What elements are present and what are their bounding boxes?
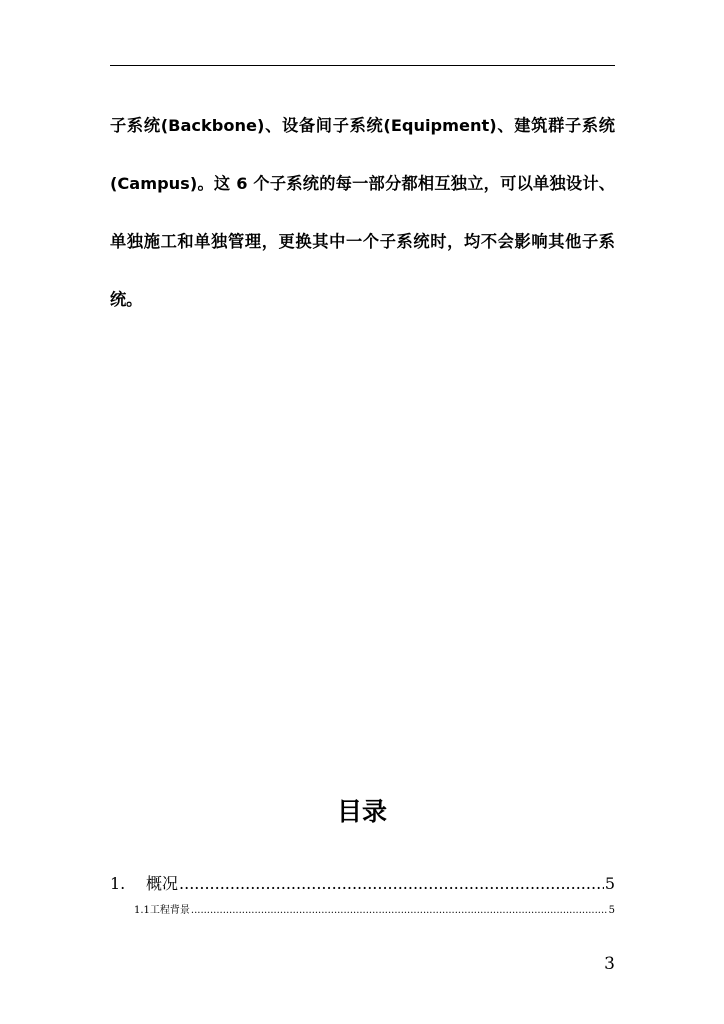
toc-entry-overview[interactable] — [110, 872, 615, 896]
toc-entry-label: 概况 — [146, 874, 179, 893]
page-number: 3 — [604, 954, 615, 974]
toc-dot-leader — [191, 904, 608, 918]
toc-dot-leader — [179, 872, 604, 896]
toc-entry-page: 5 — [604, 874, 615, 893]
body-paragraph: 子系统(Backbone)、设备间子系统(Equipment)、建筑群子系统(Campus)。这 6 个子系统的每一部分都相互独立，可以单独设计、单独施工和单独管理，更换其中一个子系统时，均不会影响其他子系统。 — [110, 116, 615, 309]
toc-entry-project-background[interactable] — [134, 904, 615, 918]
toc-entry-label: 工程背景 — [149, 905, 190, 916]
toc-entry-page: 5 — [608, 905, 615, 916]
toc-entry-number: 1. — [110, 874, 126, 893]
header-rule — [110, 65, 615, 66]
toc-title: 目录 — [336, 797, 387, 826]
toc-entry-number: 1.1 — [134, 905, 150, 916]
